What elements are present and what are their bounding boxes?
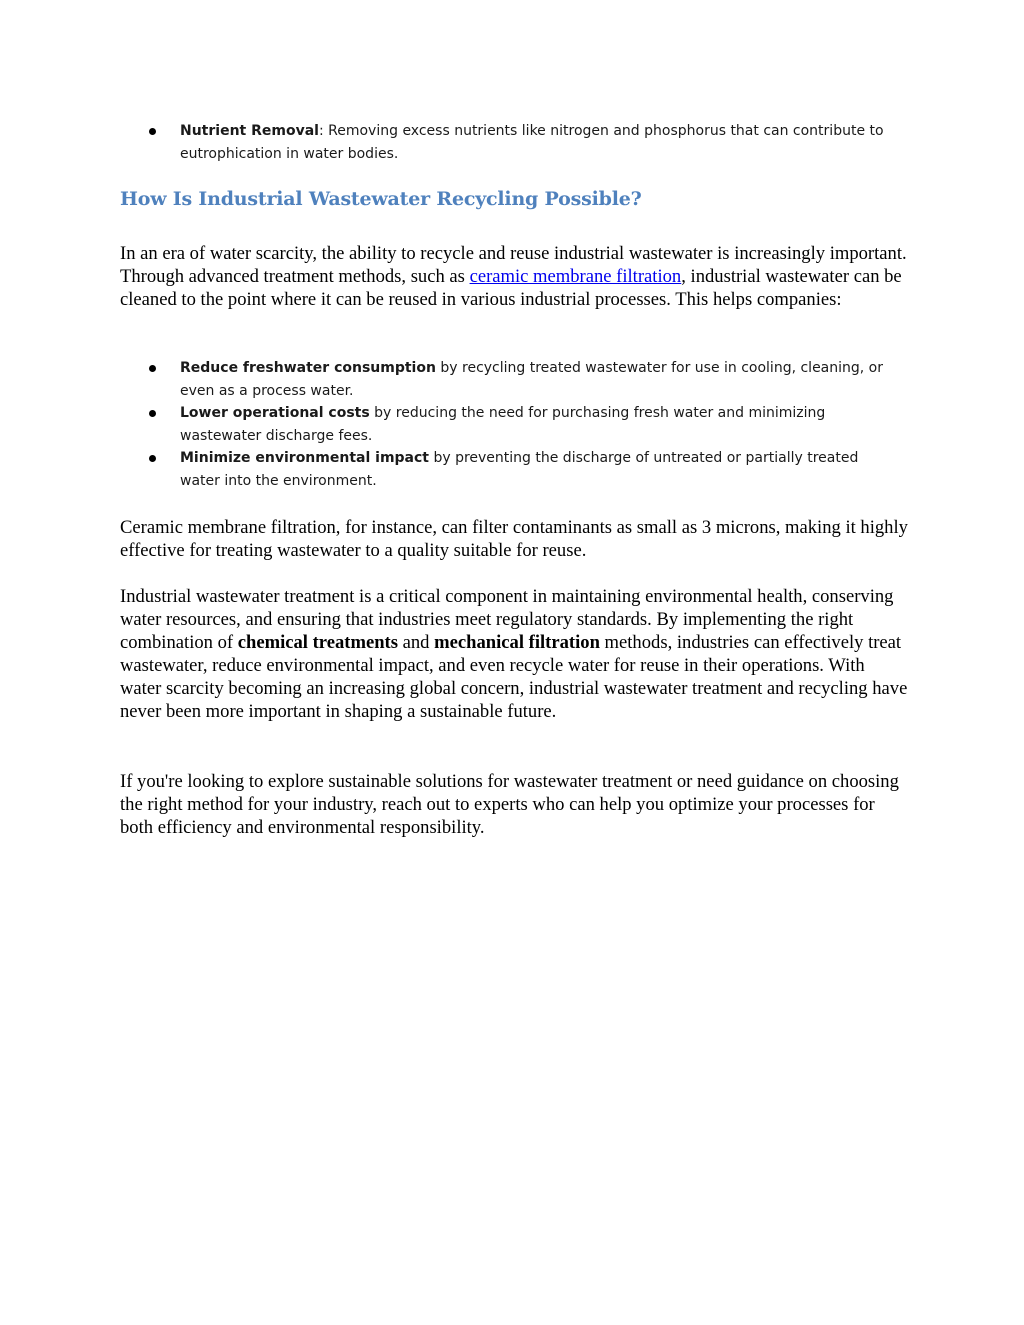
bullet-icon	[149, 410, 156, 417]
list-item-nutrient-removal	[0, 120, 900, 165]
list-item-lower-costs	[0, 402, 900, 447]
list-item-text: by preventing the discharge of untreated or partially treated water into the environment.	[180, 450, 859, 489]
list-item-reduce-freshwater	[0, 357, 900, 402]
benefits-list	[0, 357, 900, 492]
list-item-term: Nutrient Removal	[180, 123, 319, 139]
paragraph-treatment-summary	[120, 585, 910, 724]
list-item-text: by recycling treated wastewater for use in cooling, cleaning, or even as a process water.	[180, 360, 884, 399]
bullet-icon	[149, 365, 156, 372]
bold-chemical-treatments: chemical treatments	[237, 632, 398, 654]
paragraph-ceramic-filtration: Ceramic membrane filtration, for instance, can filter contaminants as small as 3 microns, making it highly effective for treating wastewater to a quality suitable for reuse.	[120, 517, 908, 562]
paragraph-text: , industrial wastewater can be cleaned to the point where it can be reused in various industrial processes. This helps companies:	[120, 266, 902, 311]
list-item-minimize-impact	[0, 447, 900, 492]
list-item-separator: :	[318, 123, 324, 139]
list-item-term: Reduce freshwater consumption	[180, 360, 436, 376]
paragraph-closing: If you're looking to explore sustainable solutions for wastewater treatment or need guidance on choosing the right method for your industry, reach out to experts who can help you optimize your processes for both efficiency and environmental responsibility.	[120, 771, 899, 839]
paragraph-text: Industrial wastewater treatment is a critical component in maintaining environmental health, conserving water resources, and ensuring that industries meet regulatory standards. By implementing the right combination of	[120, 586, 894, 654]
list-item-term: Lower operational costs	[180, 405, 370, 421]
bullet-icon	[149, 128, 156, 135]
paragraph-text: In an era of water scarcity, the ability to recycle and reuse industrial wastewater is increasingly important. Through advanced treatment methods, such as	[120, 243, 907, 288]
nutrient-list	[0, 120, 900, 165]
bullet-icon	[149, 455, 156, 462]
paragraph-text: methods, industries can effectively treat wastewater, reduce environmental impact, and even recycle water for reuse in their operations. With water scarcity becoming an increasing global concern, industrial wastewater treatment and recycling have never been more important in shaping a sustainable future.	[120, 632, 908, 723]
list-item-term: Minimize environmental impact	[180, 450, 429, 466]
paragraph-recycling-intro	[120, 242, 910, 311]
section-heading: How Is Industrial Wastewater Recycling Possible?	[120, 188, 642, 210]
list-item-text: Removing excess nutrients like nitrogen and phosphorus that can contribute to eutrophication in water bodies.	[180, 123, 884, 162]
paragraph-text: and	[397, 632, 435, 654]
bold-mechanical-filtration: mechanical filtration	[434, 632, 600, 654]
list-item-text: by reducing the need for purchasing fresh water and minimizing wastewater discharge fees.	[180, 405, 826, 444]
ceramic-membrane-filtration-link[interactable]: ceramic membrane filtration	[469, 266, 682, 288]
